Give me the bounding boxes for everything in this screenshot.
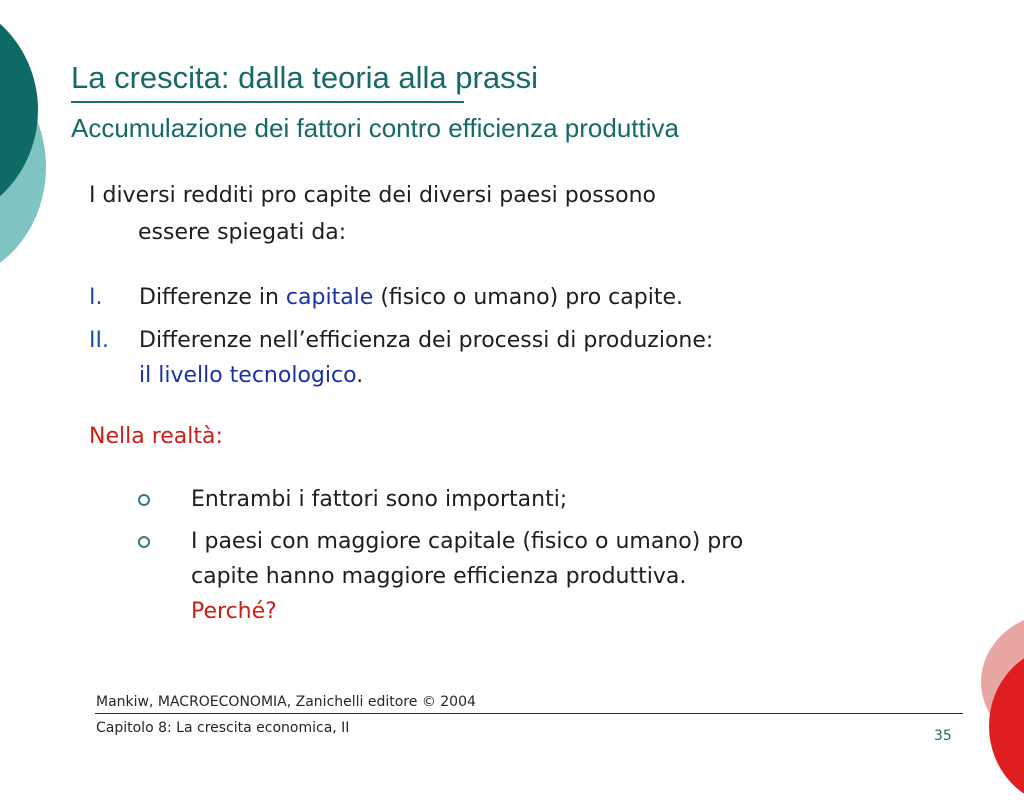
slide-title: La crescita: dalla teoria alla prassi (71, 60, 538, 95)
footer-divider (95, 713, 963, 714)
roman-numeral-2: II. (89, 328, 109, 353)
bullet-2-line-1: I paesi con maggiore capitale (fisico o umano) pro (191, 529, 744, 554)
bullet-circle-icon (138, 494, 150, 506)
tecnologico-highlight: il livello tecnologico (139, 363, 357, 388)
roman-item-2-line-2 (139, 358, 713, 393)
intro-paragraph (89, 177, 889, 251)
bullet-2-text (191, 524, 743, 629)
perche-question: Perché? (191, 599, 277, 624)
capitale-highlight: capitale (285, 285, 374, 310)
roman-item-1-before: Differenze in (139, 285, 286, 310)
reality-heading: Nella realtà: (89, 424, 223, 449)
intro-line-2: essere spiegati da: (138, 220, 347, 245)
intro-line-1: I diversi redditi pro capite dei diversi paesi possono (89, 183, 656, 208)
roman-item-2-after: . (356, 363, 364, 388)
bullet-1-text: Entrambi i fattori sono importanti; (191, 487, 568, 512)
title-underline (71, 101, 464, 103)
bullet-circle-icon (138, 536, 150, 548)
page-number: 35 (934, 728, 952, 744)
footer-chapter: Capitolo 8: La crescita economica, II (96, 720, 350, 736)
roman-item-1-text (139, 280, 683, 315)
roman-item-2-text (139, 323, 713, 393)
roman-item-1-after: (fisico o umano) pro capite. (373, 285, 683, 310)
roman-item-2-line-1: Differenze nell’efficienza dei processi di produzione: (139, 328, 714, 353)
bullet-2-line-2: capite hanno maggiore efficienza produttiva. (191, 564, 687, 589)
roman-numeral-1: I. (89, 285, 103, 310)
slide-subtitle: Accumulazione dei fattori contro efficienza produttiva (71, 113, 679, 143)
footer-source: Mankiw, MACROECONOMIA, Zanichelli editore © 2004 (96, 694, 476, 710)
